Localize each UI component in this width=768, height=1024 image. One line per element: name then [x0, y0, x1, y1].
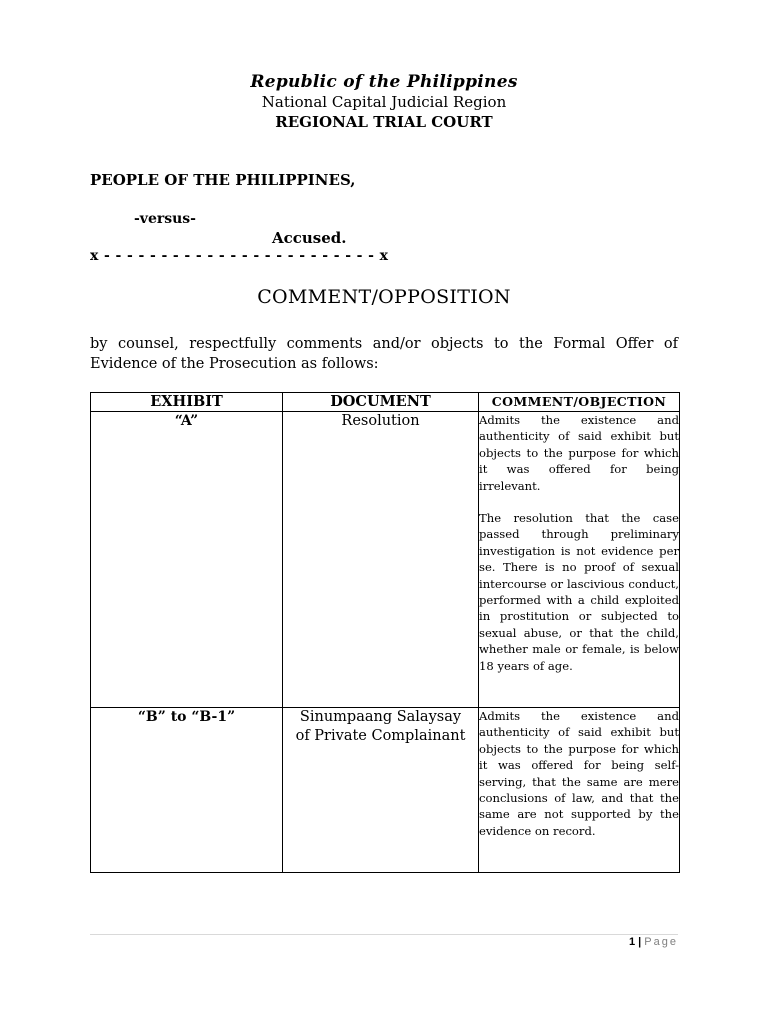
comment-cell [479, 708, 680, 873]
page-number: 1 [628, 936, 636, 948]
exhibit-cell: “A” [91, 412, 283, 708]
header-court: REGIONAL TRIAL COURT [275, 113, 493, 131]
header-comment: COMMENT/OBJECTION [479, 393, 680, 412]
caption-separator: x - - - - - - - - - - - - - - - - - - - - - - - - x [90, 248, 389, 264]
exhibit-cell: “B” to “B-1” [91, 708, 283, 873]
header-republic: Republic of the Philippines [250, 72, 518, 92]
document-title: COMMENT/OPPOSITION [257, 286, 511, 308]
footer-separator: | [638, 936, 642, 948]
footer-divider [90, 934, 678, 935]
intro-paragraph: by counsel, respectfully comments and/or objects to the Formal Offer of Evidence of the Prosecution as follows: [90, 336, 678, 372]
document-cell: Sinumpaang Salaysay of Private Complainant [283, 708, 479, 873]
table-row [91, 412, 680, 708]
comment-paragraph: Admits the existence and authenticity of said exhibit but objects to the purpose for which it was offered for being self-serving, that the same are mere conclusions of law, and that the same are not supported by the evidence on record. [479, 709, 679, 838]
page-footer [90, 936, 678, 948]
header-document: DOCUMENT [283, 393, 479, 412]
exhibit-table [90, 392, 680, 873]
comment-paragraph: Admits the existence and authenticity of said exhibit but objects to the purpose for which it was offered for being irrelevant. [479, 413, 679, 493]
caption-versus: -versus- [134, 211, 196, 227]
caption-accused: Accused. [272, 229, 347, 247]
table-row [91, 708, 680, 873]
caption-plaintiff: PEOPLE OF THE PHILIPPINES, [90, 171, 356, 189]
header-exhibit: EXHIBIT [91, 393, 283, 412]
page-label: Page [644, 936, 678, 948]
header-judicial-region: National Capital Judicial Region [261, 93, 507, 111]
table-header-row [91, 393, 680, 412]
document-cell: Resolution [283, 412, 479, 708]
comment-paragraph: The resolution that the case passed through preliminary investigation is not evidence per se. There is no proof of sexual intercourse or lascivious conduct, performed with a child exploited in prostitution or subjected to sexual abuse, or that the child, whether male or female, is below 18 years of age. [479, 511, 679, 673]
comment-cell [479, 412, 680, 708]
